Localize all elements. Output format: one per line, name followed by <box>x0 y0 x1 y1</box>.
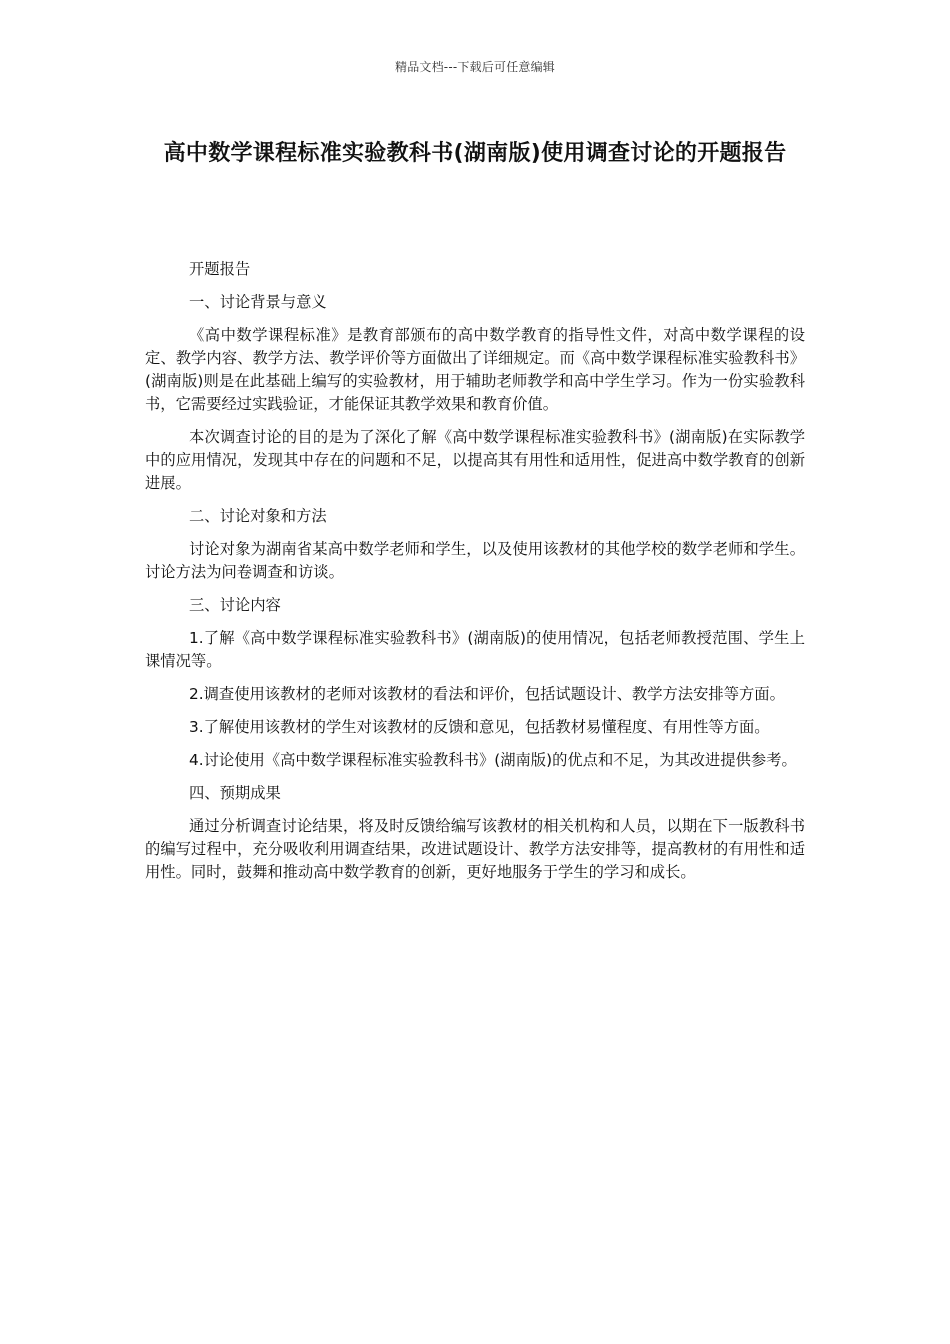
paragraph-background-2: 本次调查讨论的目的是为了深化了解《高中数学课程标准实验教科书》(湖南版)在实际教学中的应用情况，发现其中存在的问题和不足，以提高其有用性和适用性，促进高中数学教育的创新进展。 <box>145 428 805 492</box>
paragraph-expected-results: 通过分析调查讨论结果，将及时反馈给编写该教材的相关机构和人员，以期在下一版教科书的编写过程中，充分吸收利用调查结果，改进试题设计、教学方法安排等，提高教材的有用性和适用性。同时，鼓舞和推动高中数学教育的创新，更好地服务于学生的学习和成长。 <box>145 817 805 881</box>
content-item-1: 1.了解《高中数学课程标准实验教科书》(湖南版)的使用情况，包括老师教授范围、学生上课情况等。 <box>145 629 805 670</box>
heading-expected-results: 四、预期成果 <box>189 784 281 802</box>
content-item-2: 2.调查使用该教材的老师对该教材的看法和评价，包括试题设计、教学方法安排等方面。 <box>189 685 785 703</box>
document-body <box>145 258 805 894</box>
heading-content: 三、讨论内容 <box>189 596 281 614</box>
heading-background: 一、讨论背景与意义 <box>189 293 327 311</box>
paragraph-objects-methods: 讨论对象为湖南省某高中数学老师和学生，以及使用该教材的其他学校的数学老师和学生。讨论方法为问卷调查和访谈。 <box>145 540 805 581</box>
header-note: 精品文档---下载后可任意编辑 <box>395 60 555 74</box>
section-label-report: 开题报告 <box>189 260 251 278</box>
content-item-4: 4.讨论使用《高中数学课程标准实验教科书》(湖南版)的优点和不足，为其改进提供参考。 <box>189 751 797 769</box>
document-title: 高中数学课程标准实验教科书(湖南版)使用调查讨论的开题报告 <box>163 141 787 166</box>
heading-objects-methods: 二、讨论对象和方法 <box>189 507 327 525</box>
paragraph-background-1: 《高中数学课程标准》是教育部颁布的高中数学教育的指导性文件，对高中数学课程的设定、教学内容、教学方法、教学评价等方面做出了详细规定。而《高中数学课程标准实验教科书》(湖南版)则是在此基础上编写的实验教材，用于辅助老师教学和高中学生学习。作为一份实验教科书，它需要经过实践验证，才能保证其教学效果和教育价值。 <box>145 326 805 413</box>
content-item-3: 3.了解使用该教材的学生对该教材的反馈和意见，包括教材易懂程度、有用性等方面。 <box>189 718 770 736</box>
